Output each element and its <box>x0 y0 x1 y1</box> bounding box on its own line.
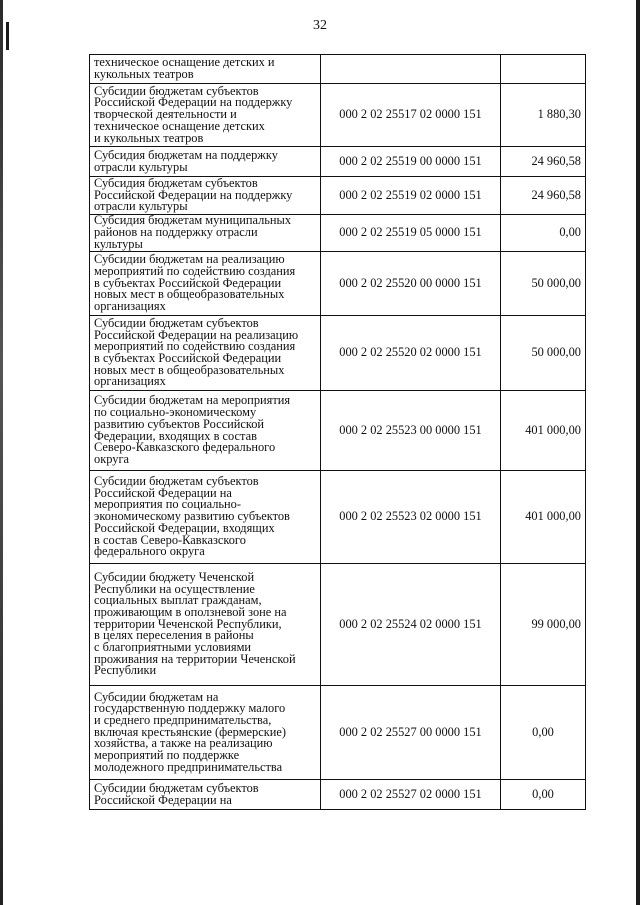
subsidy-name-cell <box>90 177 321 215</box>
subsidy-name-line: творческой деятельности и <box>94 107 237 122</box>
table-row <box>90 84 586 147</box>
table-row <box>90 391 586 471</box>
subsidy-name-line: Субсидия бюджетам субъектов <box>94 176 258 190</box>
subsidy-name-line: Федерации, входящих в состав <box>94 428 257 443</box>
subsidy-name-line: мероприятий по содействию создания <box>94 263 296 278</box>
subsidy-name-line: организациях <box>94 374 166 389</box>
budget-code-cell: 000 2 02 25519 05 0000 151 <box>321 215 501 252</box>
subsidy-name-line: в субъектах Российской Федерации <box>94 275 282 290</box>
amount-cell: 50 000,00 <box>501 252 586 316</box>
table-row <box>90 147 586 177</box>
subsidy-name-line: Субсидия бюджетам на поддержку <box>94 147 278 162</box>
subsidy-name-line: экономическому развитию субъектов <box>94 509 290 524</box>
amount-cell: 50 000,00 <box>501 316 586 391</box>
amount-cell: 24 960,58 <box>501 177 586 215</box>
subsidy-name-cell <box>90 564 321 686</box>
subsidy-name-cell <box>90 147 321 177</box>
subsidy-name-line: Субсидии бюджетам на мероприятия <box>94 393 291 408</box>
subsidy-name-line: округа <box>94 451 130 466</box>
budget-code-cell: 000 2 02 25523 02 0000 151 <box>321 471 501 564</box>
amount-cell: 401 000,00 <box>501 471 586 564</box>
budget-code-cell: 000 2 02 25524 02 0000 151 <box>321 564 501 686</box>
budget-code-cell: 000 2 02 25520 02 0000 151 <box>321 316 501 391</box>
subsidy-name-line: новых мест в общеобразовательных <box>94 362 285 377</box>
subsidy-name-cell <box>90 84 321 147</box>
amount-cell: 0,00 <box>501 780 586 810</box>
subsidy-name-line: Российской Федерации на поддержку <box>94 187 293 202</box>
subsidy-name-cell <box>90 55 321 84</box>
subsidy-name-line: организациях <box>94 299 166 314</box>
subsidy-name-line: Субсидия бюджетам муниципальных <box>94 214 292 228</box>
budget-code-cell: 000 2 02 25523 00 0000 151 <box>321 391 501 471</box>
budget-code-cell <box>321 55 501 84</box>
table-row <box>90 780 586 810</box>
subsidy-name-line: Российской Федерации на <box>94 792 232 807</box>
subsidy-name-line: социальных выплат гражданам, <box>94 593 262 608</box>
subsidy-name-line: проживания на территории Чеченской <box>94 651 296 666</box>
subsidy-name-line: развитию субъектов Российской <box>94 416 265 431</box>
subsidy-name-line: Республики <box>94 663 157 678</box>
amount-cell: 1 880,30 <box>501 84 586 147</box>
subsidy-name-line: в целях переселения в районы <box>94 628 254 643</box>
subsidy-name-line: культуры <box>94 236 143 251</box>
subsidy-name-line: и кукольных театров <box>94 130 204 145</box>
budget-code-cell: 000 2 02 25527 02 0000 151 <box>321 780 501 810</box>
subsidy-name-cell <box>90 215 321 252</box>
amount-cell <box>501 55 586 84</box>
subsidy-name-line: по социально-экономическому <box>94 405 257 420</box>
page-number: 32 <box>313 18 327 33</box>
table-row <box>90 177 586 215</box>
subsidy-name-line: мероприятия по социально- <box>94 497 242 512</box>
subsidy-name-line: с благоприятными условиями <box>94 640 252 655</box>
subsidy-name-line: новых мест в общеобразовательных <box>94 287 285 302</box>
table-row <box>90 686 586 780</box>
subsidy-name-line: Российской Федерации, входящих <box>94 520 275 535</box>
budget-code-cell: 000 2 02 25519 00 0000 151 <box>321 147 501 177</box>
table-row <box>90 215 586 252</box>
subsidy-name-line: Субсидии бюджетам на <box>94 689 219 704</box>
amount-cell: 0,00 <box>501 215 586 252</box>
budget-code-cell: 000 2 02 25527 00 0000 151 <box>321 686 501 780</box>
subsidy-name-line: Субсидии бюджетам субъектов <box>94 780 259 795</box>
table-row <box>90 564 586 686</box>
subsidy-name-line: молодежного предпринимательства <box>94 759 283 774</box>
subsidy-name-line: проживающим в оползневой зоне на <box>94 604 287 619</box>
subsidy-name-line: Субсидии бюджетам субъектов <box>94 83 259 98</box>
table-row <box>90 471 586 564</box>
subsidy-name-line: Российской Федерации на реализацию <box>94 327 299 342</box>
table-row <box>90 55 586 84</box>
subsidy-name-line: отрасли культуры <box>94 199 188 214</box>
budget-code-cell: 000 2 02 25520 00 0000 151 <box>321 252 501 316</box>
budget-revenue-table <box>89 54 586 810</box>
table-row <box>90 316 586 391</box>
subsidy-name-line: техническое оснащение детских <box>94 118 265 133</box>
subsidy-name-line: хозяйства, а также на реализацию <box>94 736 273 751</box>
subsidy-name-line: Субсидии бюджетам субъектов <box>94 315 259 330</box>
subsidy-name-line: и среднего предпринимательства, <box>94 712 272 727</box>
subsidy-name-line: мероприятий по содействию создания <box>94 339 296 354</box>
budget-code-cell: 000 2 02 25517 02 0000 151 <box>321 84 501 147</box>
subsidy-name-line: Российской Федерации на <box>94 485 232 500</box>
subsidy-name-line: в состав Северо-Кавказского <box>94 532 246 547</box>
subsidy-name-line: Российской Федерации на поддержку <box>94 95 293 110</box>
subsidy-name-line: техническое оснащение детских и <box>94 55 275 70</box>
subsidy-name-line: Субсидии бюджетам субъектов <box>94 474 259 489</box>
budget-code-cell: 000 2 02 25519 02 0000 151 <box>321 177 501 215</box>
table-body <box>90 55 586 810</box>
subsidy-name-line: включая крестьянские (фермерские) <box>94 724 287 739</box>
subsidy-name-line: кукольных театров <box>94 67 194 81</box>
subsidy-name-line: мероприятий по поддержке <box>94 748 240 763</box>
subsidy-name-line: Северо-Кавказского федерального <box>94 440 276 455</box>
amount-cell: 0,00 <box>501 686 586 780</box>
subsidy-name-cell <box>90 316 321 391</box>
amount-cell: 24 960,58 <box>501 147 586 177</box>
subsidy-name-cell <box>90 686 321 780</box>
subsidy-name-line: районов на поддержку отрасли <box>94 225 258 240</box>
subsidy-name-line: отрасли культуры <box>94 159 188 174</box>
amount-cell: 401 000,00 <box>501 391 586 471</box>
subsidy-name-line: государственную поддержку малого <box>94 701 286 716</box>
subsidy-name-line: федерального округа <box>94 544 205 559</box>
scan-border-left <box>0 0 3 905</box>
subsidy-name-cell <box>90 780 321 810</box>
subsidy-name-line: Республики на осуществление <box>94 581 255 596</box>
scan-border-right <box>636 0 640 905</box>
subsidy-name-line: Субсидии бюджету Чеченской <box>94 569 255 584</box>
table-row <box>90 252 586 316</box>
subsidy-name-line: в субъектах Российской Федерации <box>94 351 282 365</box>
amount-cell: 99 000,00 <box>501 564 586 686</box>
subsidy-name-cell <box>90 471 321 564</box>
subsidy-name-cell <box>90 252 321 316</box>
subsidy-name-line: территории Чеченской Республики, <box>94 616 282 631</box>
subsidy-name-cell <box>90 391 321 471</box>
subsidy-name-line: Субсидии бюджетам на реализацию <box>94 252 285 267</box>
